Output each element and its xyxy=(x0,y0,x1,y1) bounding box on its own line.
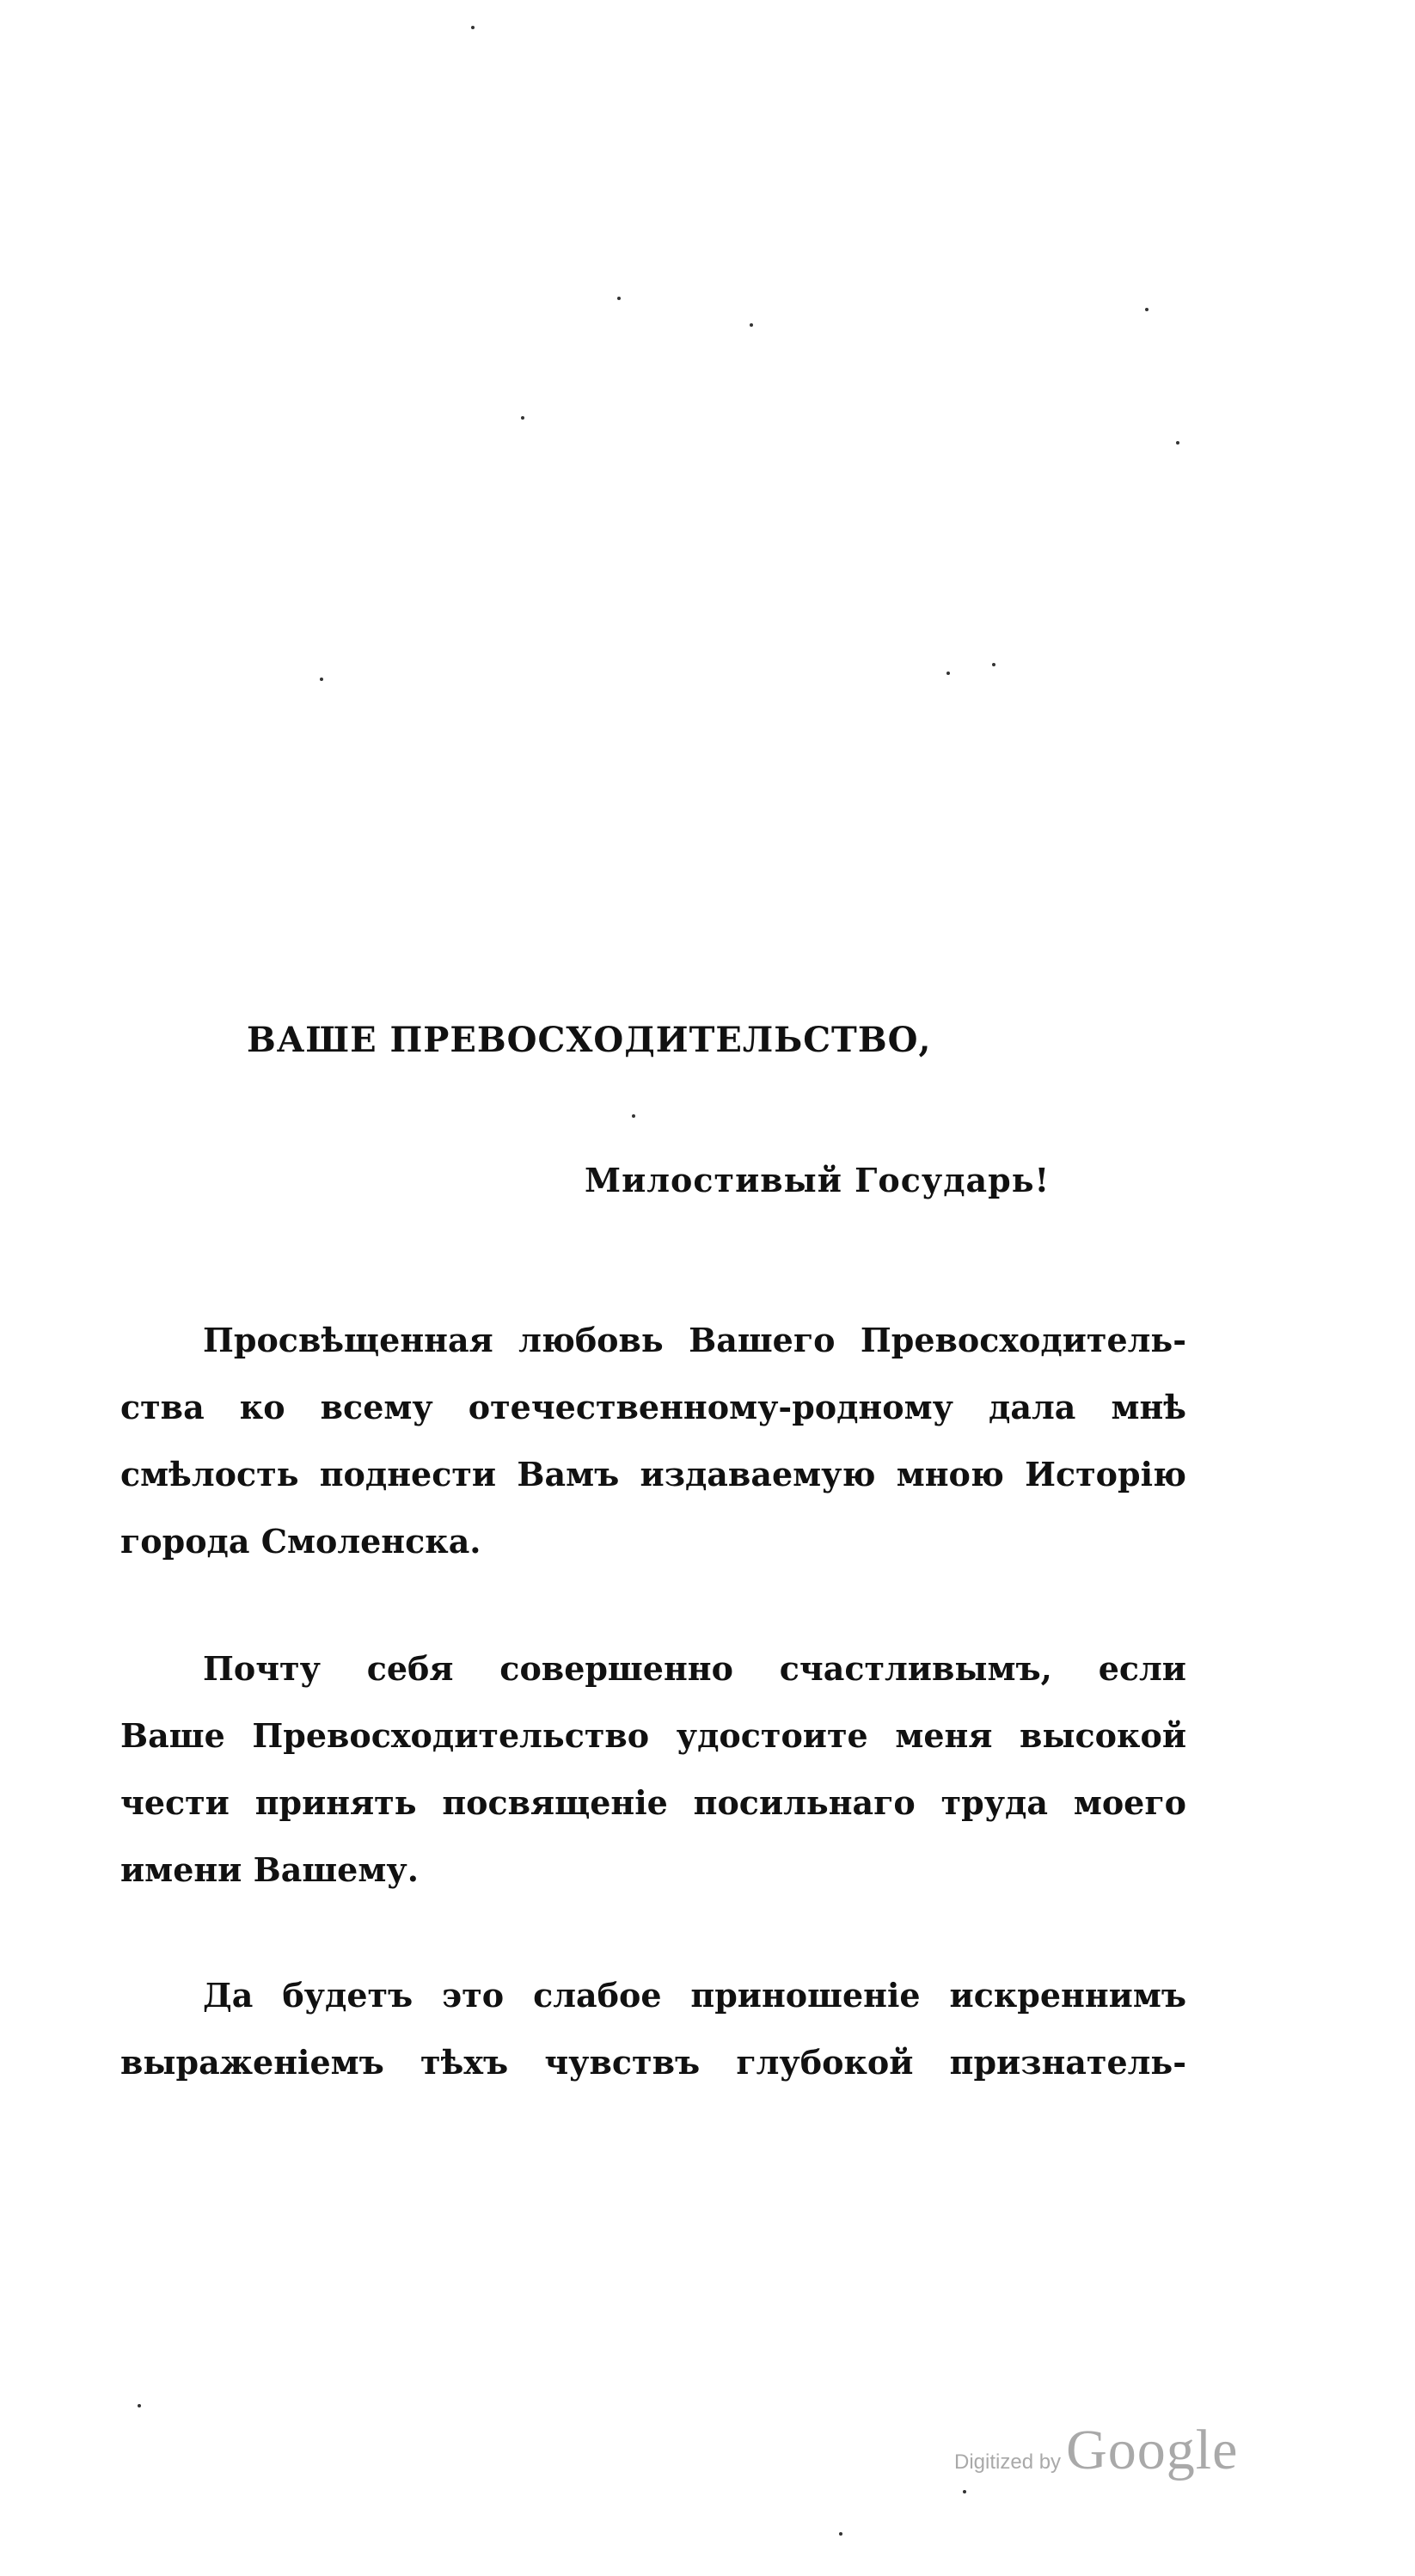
letter-salutation: Милостивый Государь! xyxy=(585,1161,1051,1199)
paragraph-line: города Смоленска. xyxy=(120,1522,481,1561)
paragraph-line: чести принять посвященіе посильнаго труда моего xyxy=(120,1783,1186,1822)
letter-paragraph xyxy=(120,1635,1186,1904)
letter-paragraph xyxy=(120,1962,1186,2096)
scan-speck xyxy=(471,26,475,29)
scan-speck xyxy=(1145,308,1149,311)
letter-paragraph xyxy=(120,1307,1186,1575)
scan-speck xyxy=(750,323,753,327)
watermark-prefix: Digitized by xyxy=(954,2450,1062,2474)
paragraph-line: ства ко всему отечественному-родному дала мнѣ xyxy=(120,1388,1186,1426)
scan-speck xyxy=(521,416,524,420)
scan-speck xyxy=(1176,441,1179,445)
scan-speck xyxy=(617,297,621,300)
scan-speck xyxy=(632,1114,635,1118)
paragraph-line: имени Вашему. xyxy=(120,1850,419,1889)
scan-speck xyxy=(839,2532,842,2536)
paragraph-line: Да будетъ это слабое приношеніе искреннимъ xyxy=(203,1976,1186,2015)
paragraph-line: Ваше Превосходительство удостоите меня высокой xyxy=(120,1716,1186,1755)
google-logo: Google xyxy=(1066,2419,1239,2481)
digitization-watermark xyxy=(954,2418,1238,2483)
scan-speck xyxy=(320,678,323,681)
scan-speck xyxy=(946,672,950,675)
paragraph-line: Просвѣщенная любовь Вашего Превосходитель- xyxy=(203,1321,1186,1359)
scan-speck xyxy=(138,2404,141,2407)
letter-address: ВАШЕ ПРЕВОСХОДИТЕЛЬСТВО, xyxy=(247,1020,932,1060)
scan-speck xyxy=(992,663,995,666)
paragraph-line: смѣлость поднести Вамъ издаваемую мною Исторію xyxy=(120,1455,1186,1493)
scan-speck xyxy=(963,2490,966,2493)
paragraph-line: выраженіемъ тѣхъ чувствъ глубокой признатель- xyxy=(120,2043,1186,2082)
paragraph-line: Почту себя совершенно счастливымъ, если xyxy=(203,1649,1186,1688)
